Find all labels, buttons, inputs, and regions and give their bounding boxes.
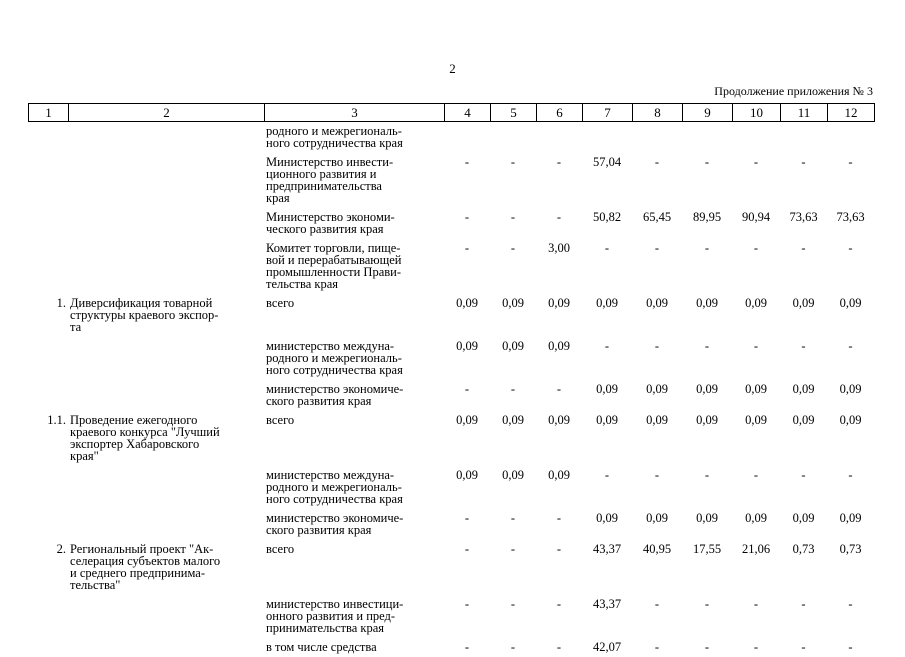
header-cell: 2 — [69, 104, 265, 122]
value-cell: - — [464, 597, 470, 611]
table-row — [28, 509, 874, 540]
value-cell: - — [464, 542, 470, 556]
value-cell: 0,09 — [839, 382, 862, 396]
value-cell: 42,07 — [592, 640, 622, 654]
value-cell: - — [464, 382, 470, 396]
value-cell: - — [464, 640, 470, 654]
value-cell: - — [556, 210, 562, 224]
value-cell: 40,95 — [642, 542, 672, 556]
value-cell: 73,63 — [789, 210, 818, 224]
continuation-label: Продолжение приложения № 3 — [714, 84, 873, 98]
row-executor: в том числе средства — [266, 640, 377, 654]
value-cell: - — [604, 339, 610, 353]
value-cell: - — [753, 241, 759, 255]
row-number — [28, 595, 68, 638]
value-cell — [582, 122, 632, 153]
table-row — [28, 208, 874, 239]
row-executor: всего — [266, 413, 295, 427]
table-row — [28, 153, 874, 208]
value-cell: 89,95 — [692, 210, 722, 224]
value-cell: - — [604, 468, 610, 482]
row-name — [68, 122, 264, 153]
value-cell: 0,09 — [696, 511, 718, 525]
value-cell: - — [654, 339, 660, 353]
value-cell — [780, 122, 827, 153]
value-cell: - — [654, 468, 660, 482]
row-executor: министерство междуна- родного и межрегиональ- ного сотрудничества края — [266, 339, 403, 377]
value-cell: - — [654, 597, 660, 611]
value-cell: 0,09 — [646, 296, 668, 310]
table-row — [28, 337, 874, 380]
table-row — [28, 411, 874, 466]
value-cell: - — [510, 382, 516, 396]
header-cell: 3 — [265, 104, 445, 122]
table-row — [28, 239, 874, 294]
value-cell — [536, 122, 582, 153]
value-cell: - — [753, 155, 759, 169]
table-row — [28, 380, 874, 411]
row-executor: родного и межрегиональ- ного сотрудничества края — [266, 124, 403, 150]
row-name — [68, 509, 264, 540]
header-cell: 5 — [491, 104, 537, 122]
row-number — [28, 208, 68, 239]
row-name: Диверсификация товарной структуры краевого экспор- та — [70, 296, 219, 334]
value-cell: 0,09 — [596, 413, 618, 427]
row-executor: Министерство экономи- ческого развития края — [266, 210, 395, 236]
value-cell: 0,09 — [548, 413, 570, 427]
page-number: 2 — [449, 61, 456, 76]
value-cell: - — [704, 597, 710, 611]
row-number — [28, 466, 68, 509]
value-cell: - — [556, 155, 562, 169]
row-number — [28, 337, 68, 380]
value-cell: - — [704, 468, 710, 482]
value-cell: - — [464, 241, 470, 255]
value-cell: - — [753, 597, 759, 611]
row-executor: министерство экономиче- ского развития края — [266, 382, 404, 408]
value-cell: - — [464, 155, 470, 169]
row-number: 2. — [56, 542, 66, 556]
value-cell: - — [510, 241, 516, 255]
value-cell: - — [801, 468, 806, 482]
row-number — [28, 509, 68, 540]
row-number — [28, 380, 68, 411]
value-cell: 57,04 — [592, 155, 622, 169]
value-cell: - — [510, 597, 516, 611]
value-cell: 0,73 — [792, 542, 815, 556]
value-cell: - — [556, 382, 562, 396]
value-cell: 21,06 — [741, 542, 771, 556]
header-row — [29, 104, 875, 122]
value-cell — [444, 122, 490, 153]
value-cell: - — [801, 339, 806, 353]
value-cell: 3,00 — [548, 241, 570, 255]
table-row — [28, 540, 874, 595]
header-cell: 4 — [445, 104, 491, 122]
value-cell: 90,94 — [741, 210, 771, 224]
header-cell: 8 — [633, 104, 683, 122]
value-cell: 0,09 — [548, 296, 570, 310]
value-cell: - — [704, 155, 710, 169]
value-cell: - — [848, 339, 853, 353]
value-cell: - — [753, 468, 759, 482]
row-name — [68, 239, 264, 294]
value-cell: - — [556, 542, 562, 556]
value-cell: - — [801, 597, 806, 611]
value-cell — [682, 122, 732, 153]
value-cell: 0,09 — [596, 296, 618, 310]
value-cell: 0,09 — [502, 296, 524, 310]
value-cell: - — [556, 511, 562, 525]
value-cell — [827, 122, 874, 153]
value-cell: - — [704, 241, 710, 255]
value-cell: 0,09 — [596, 382, 618, 396]
value-cell: 0,09 — [696, 413, 718, 427]
value-cell: - — [801, 155, 806, 169]
value-cell: - — [654, 241, 660, 255]
value-cell: - — [848, 241, 853, 255]
value-cell: - — [604, 241, 610, 255]
value-cell: 0,09 — [646, 511, 668, 525]
value-cell: 0,09 — [456, 413, 478, 427]
table-row — [28, 595, 874, 638]
row-number — [28, 239, 68, 294]
value-cell: 0,09 — [792, 382, 815, 396]
value-cell: 0,09 — [696, 382, 718, 396]
value-cell: 0,09 — [502, 339, 524, 353]
row-name — [68, 466, 264, 509]
value-cell: - — [704, 640, 710, 654]
value-cell: 0,09 — [839, 511, 862, 525]
value-cell: 0,09 — [646, 382, 668, 396]
value-cell: 0,09 — [839, 296, 862, 310]
row-name — [68, 153, 264, 208]
row-name — [68, 337, 264, 380]
value-cell: - — [654, 640, 660, 654]
value-cell: 0,09 — [456, 339, 478, 353]
value-cell: 0,09 — [548, 468, 570, 482]
row-executor: министерство междуна- родного и межрегиональ- ного сотрудничества края — [266, 468, 403, 506]
header-cell: 12 — [828, 104, 875, 122]
row-name — [68, 380, 264, 411]
value-cell: - — [848, 155, 853, 169]
row-number — [28, 153, 68, 208]
row-executor: министерство инвестици- онного развития и пред- принимательства края — [266, 597, 404, 635]
value-cell: - — [510, 542, 516, 556]
value-cell: 0,09 — [745, 382, 767, 396]
value-cell — [732, 122, 780, 153]
value-cell: 0,09 — [502, 468, 524, 482]
header-cell: 7 — [583, 104, 633, 122]
row-name: Проведение ежегодного краевого конкурса "Лучший экспортер Хабаровского края" — [70, 413, 220, 463]
value-cell: 0,09 — [596, 511, 618, 525]
value-cell: 0,09 — [792, 511, 815, 525]
value-cell: 0,09 — [696, 296, 718, 310]
row-number: 1. — [56, 296, 66, 310]
row-name — [68, 208, 264, 239]
value-cell: 50,82 — [592, 210, 622, 224]
value-cell: - — [464, 210, 470, 224]
value-cell: 0,09 — [548, 339, 570, 353]
row-executor: всего — [266, 296, 295, 310]
value-cell: - — [848, 640, 853, 654]
table-header — [28, 103, 875, 122]
value-cell: - — [556, 597, 562, 611]
value-cell: - — [753, 640, 759, 654]
value-cell: - — [848, 597, 853, 611]
value-cell: 0,09 — [745, 296, 767, 310]
value-cell: - — [654, 155, 660, 169]
value-cell: 0,73 — [839, 542, 862, 556]
value-cell: 0,09 — [745, 511, 767, 525]
row-number — [28, 122, 68, 153]
value-cell: 0,09 — [502, 413, 524, 427]
value-cell — [490, 122, 536, 153]
value-cell: 0,09 — [792, 296, 815, 310]
value-cell: 0,09 — [839, 413, 862, 427]
value-cell: 0,09 — [792, 413, 815, 427]
value-cell: - — [753, 339, 759, 353]
row-executor: всего — [266, 542, 295, 556]
table-row — [28, 466, 874, 509]
header-cell: 1 — [29, 104, 69, 122]
row-executor: Министерство инвести- ционного развития и предпринимательства края — [266, 155, 394, 205]
value-cell: - — [510, 155, 516, 169]
header-cell: 9 — [683, 104, 733, 122]
value-cell: 17,55 — [692, 542, 722, 556]
value-cell: 0,09 — [456, 468, 478, 482]
value-cell: 0,09 — [456, 296, 478, 310]
row-name — [68, 595, 264, 638]
value-cell: 0,09 — [646, 413, 668, 427]
data-table — [28, 122, 874, 657]
table-row — [28, 122, 874, 153]
header-cell: 11 — [781, 104, 828, 122]
value-cell: - — [510, 210, 516, 224]
value-cell: 43,37 — [592, 597, 622, 611]
value-cell: - — [556, 640, 562, 654]
value-cell: 65,45 — [642, 210, 672, 224]
value-cell — [632, 122, 682, 153]
value-cell: 43,37 — [592, 542, 622, 556]
value-cell: - — [464, 511, 470, 525]
value-cell: - — [510, 511, 516, 525]
value-cell: 73,63 — [836, 210, 865, 224]
table-row — [28, 638, 874, 657]
table-row — [28, 294, 874, 337]
value-cell: 0,09 — [745, 413, 767, 427]
row-name — [68, 638, 264, 657]
row-number: 1.1. — [47, 413, 66, 427]
row-name: Региональный проект "Ак- селерация субъектов малого и среднего предпринима- тельства" — [70, 542, 221, 592]
value-cell: - — [510, 640, 516, 654]
value-cell: - — [801, 241, 806, 255]
row-number — [28, 638, 68, 657]
value-cell: - — [848, 468, 853, 482]
header-cell: 10 — [733, 104, 781, 122]
row-executor: Комитет торговли, пище- вой и перерабатывающей промышленности Прави- тельства края — [266, 241, 402, 291]
value-cell: - — [801, 640, 806, 654]
value-cell: - — [704, 339, 710, 353]
row-executor: министерство экономиче- ского развития края — [266, 511, 404, 537]
header-cell: 6 — [537, 104, 583, 122]
